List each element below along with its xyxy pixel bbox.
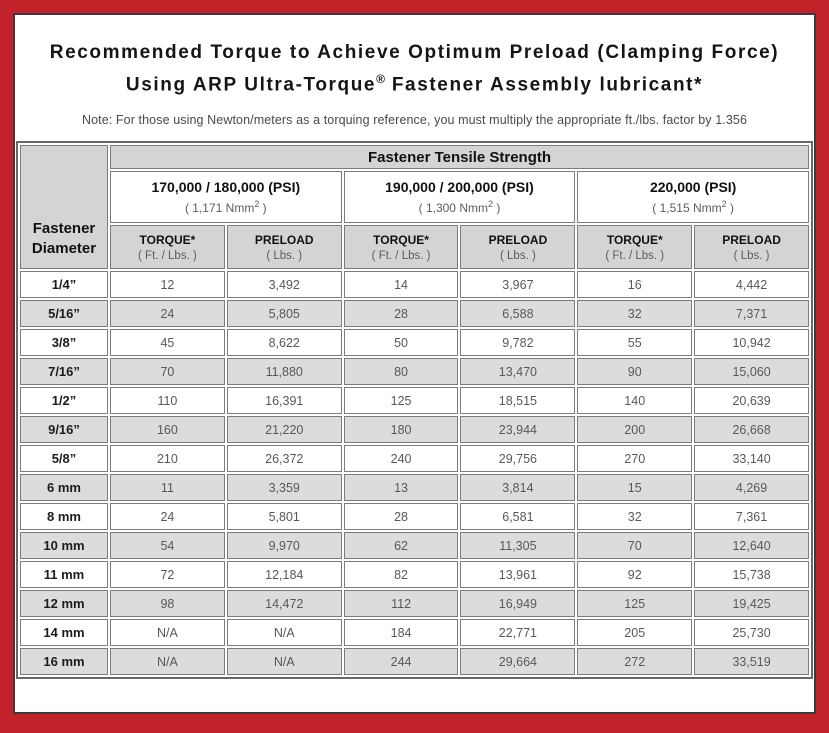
preload-cell: 20,639 [694, 387, 809, 414]
nmm-pre: ( 1,171 Nmm [184, 201, 255, 216]
preload-cell: 22,771 [460, 619, 575, 646]
diameter-cell: 11 mm [20, 561, 108, 588]
torque-cell: 82 [344, 561, 459, 588]
diameter-cell: 8 mm [20, 503, 108, 530]
page-title [25, 39, 804, 98]
preload-cell: 18,515 [460, 387, 575, 414]
torque-cell: 210 [110, 445, 225, 472]
torque-cell: 125 [344, 387, 459, 414]
preload-cell: 15,738 [694, 561, 809, 588]
diameter-cell: 1/2” [20, 387, 108, 414]
preload-header-label: PRELOAD [722, 232, 781, 247]
torque-cell: 70 [110, 358, 225, 385]
preload-cell: 5,805 [227, 300, 342, 327]
psi-label: 170,000 / 180,000 (PSI) [151, 179, 301, 196]
preload-cell: 21,220 [227, 416, 342, 443]
torque-cell: 205 [577, 619, 692, 646]
preload-cell: 4,442 [694, 271, 809, 298]
page-title-line1: Recommended Torque to Achieve Optimum Preload (Clamping Force) [49, 42, 780, 63]
column-header-preload [460, 225, 575, 269]
torque-cell: 32 [577, 300, 692, 327]
nmm-label [578, 199, 808, 215]
table-row [20, 271, 809, 298]
column-header-torque [577, 225, 692, 269]
preload-cell: 6,581 [460, 503, 575, 530]
diameter-cell: 9/16” [20, 416, 108, 443]
preload-cell: 13,470 [460, 358, 575, 385]
torque-cell: 90 [577, 358, 692, 385]
table-row [20, 474, 809, 501]
torque-cell: 112 [344, 590, 459, 617]
nmm-label [345, 199, 575, 215]
preload-header-unit: ( Lbs. ) [500, 249, 536, 262]
torque-cell: 32 [577, 503, 692, 530]
nmm-sup: 2 [487, 199, 493, 210]
torque-cell: 54 [110, 532, 225, 559]
torque-cell: 70 [577, 532, 692, 559]
preload-cell: N/A [227, 648, 342, 675]
preload-cell: 11,305 [460, 532, 575, 559]
diameter-cell: 3/8” [20, 329, 108, 356]
table-row [20, 387, 809, 414]
banner-row [20, 145, 809, 169]
torque-cell: 80 [344, 358, 459, 385]
tensile-strength-banner: Fastener Tensile Strength [110, 145, 809, 169]
torque-cell: 14 [344, 271, 459, 298]
title-line2-pre: Using ARP Ultra-Torque [125, 74, 377, 96]
diameter-cell: 1/4” [20, 271, 108, 298]
preload-cell: 8,622 [227, 329, 342, 356]
preload-header-label: PRELOAD [254, 232, 314, 247]
column-header-torque [110, 225, 225, 269]
preload-header-unit: ( Lbs. ) [266, 249, 303, 262]
preload-cell: 14,472 [227, 590, 342, 617]
table-row [20, 416, 809, 443]
torque-cell: 24 [110, 300, 225, 327]
column-header-torque [344, 225, 459, 269]
preload-cell: 13,961 [460, 561, 575, 588]
torque-header-unit: ( Ft. / Lbs. ) [605, 249, 665, 262]
torque-cell: 28 [344, 503, 459, 530]
psi-group-170-180 [110, 171, 342, 223]
psi-label: 220,000 (PSI) [649, 179, 737, 196]
psi-group-220 [577, 171, 809, 223]
preload-cell: 26,668 [694, 416, 809, 443]
table-row [20, 503, 809, 530]
torque-cell: 110 [110, 387, 225, 414]
diameter-cell: 5/8” [20, 445, 108, 472]
torque-cell: 45 [110, 329, 225, 356]
diameter-cell: 10 mm [20, 532, 108, 559]
preload-cell: 5,801 [227, 503, 342, 530]
preload-cell: 33,140 [694, 445, 809, 472]
table-row [20, 561, 809, 588]
nmm-sup: 2 [254, 199, 260, 210]
diameter-cell: 7/16” [20, 358, 108, 385]
preload-cell: 6,588 [460, 300, 575, 327]
diameter-cell: 12 mm [20, 590, 108, 617]
registered-trademark-symbol: ® [376, 72, 385, 86]
preload-cell: N/A [227, 619, 342, 646]
table-row [20, 532, 809, 559]
nmm-label [111, 199, 341, 215]
psi-label: 190,000 / 200,000 (PSI) [385, 179, 534, 196]
preload-cell: 9,970 [227, 532, 342, 559]
nmm-post: ) [259, 201, 267, 216]
preload-cell: 23,944 [460, 416, 575, 443]
title-line2-post: Fastener Assembly lubricant* [384, 74, 704, 96]
torque-table [16, 141, 813, 679]
torque-cell: 55 [577, 329, 692, 356]
corner-label-line1: Fastener [32, 220, 96, 238]
torque-cell: N/A [110, 648, 225, 675]
content-panel [13, 13, 816, 714]
torque-cell: 184 [344, 619, 459, 646]
corner-label-line2: Diameter [31, 240, 97, 258]
table-body [20, 271, 809, 675]
torque-header-unit: ( Ft. / Lbs. ) [371, 249, 431, 262]
nmm-pre: ( 1,300 Nmm [418, 201, 488, 216]
diameter-cell: 16 mm [20, 648, 108, 675]
preload-cell: 16,949 [460, 590, 575, 617]
torque-cell: 244 [344, 648, 459, 675]
preload-cell: 19,425 [694, 590, 809, 617]
torque-cell: 24 [110, 503, 225, 530]
preload-cell: 25,730 [694, 619, 809, 646]
preload-header-unit: ( Lbs. ) [733, 249, 770, 262]
preload-header-label: PRELOAD [488, 232, 548, 247]
torque-cell: 50 [344, 329, 459, 356]
torque-cell: 13 [344, 474, 459, 501]
table-row [20, 619, 809, 646]
preload-cell: 4,269 [694, 474, 809, 501]
psi-group-row [20, 171, 809, 223]
nmm-sup: 2 [721, 199, 727, 210]
nmm-pre: ( 1,515 Nmm [652, 201, 722, 216]
preload-cell: 11,880 [227, 358, 342, 385]
torque-cell: 200 [577, 416, 692, 443]
torque-header-label: TORQUE* [139, 232, 196, 247]
preload-cell: 10,942 [694, 329, 809, 356]
torque-cell: 12 [110, 271, 225, 298]
diameter-cell: 6 mm [20, 474, 108, 501]
torque-cell: 140 [577, 387, 692, 414]
torque-cell: 98 [110, 590, 225, 617]
table-row [20, 358, 809, 385]
preload-cell: 15,060 [694, 358, 809, 385]
torque-cell: 125 [577, 590, 692, 617]
torque-cell: 11 [110, 474, 225, 501]
torque-cell: 16 [577, 271, 692, 298]
preload-cell: 3,814 [460, 474, 575, 501]
torque-cell: 62 [344, 532, 459, 559]
page-title-line2 [25, 66, 804, 98]
column-header-row [20, 225, 809, 269]
diameter-cell: 5/16” [20, 300, 108, 327]
preload-cell: 16,391 [227, 387, 342, 414]
preload-cell: 3,492 [227, 271, 342, 298]
table-row [20, 445, 809, 472]
preload-cell: 33,519 [694, 648, 809, 675]
preload-cell: 12,184 [227, 561, 342, 588]
column-header-preload [227, 225, 342, 269]
diameter-cell: 14 mm [20, 619, 108, 646]
nmm-post: ) [726, 201, 735, 216]
preload-cell: 7,361 [694, 503, 809, 530]
column-header-preload [694, 225, 809, 269]
table-row [20, 329, 809, 356]
torque-cell: 92 [577, 561, 692, 588]
preload-cell: 7,371 [694, 300, 809, 327]
torque-header-label: TORQUE* [606, 232, 663, 247]
table-row [20, 648, 809, 675]
torque-cell: N/A [110, 619, 225, 646]
preload-cell: 26,372 [227, 445, 342, 472]
torque-cell: 160 [110, 416, 225, 443]
table-row [20, 300, 809, 327]
torque-cell: 270 [577, 445, 692, 472]
torque-cell: 240 [344, 445, 459, 472]
preload-cell: 9,782 [460, 329, 575, 356]
torque-header-unit: ( Ft. / Lbs. ) [138, 249, 197, 262]
torque-cell: 72 [110, 561, 225, 588]
preload-cell: 12,640 [694, 532, 809, 559]
torque-cell: 28 [344, 300, 459, 327]
torque-header-label: TORQUE* [373, 232, 429, 247]
preload-cell: 3,967 [460, 271, 575, 298]
corner-header-fastener-diameter [20, 145, 108, 269]
torque-cell: 272 [577, 648, 692, 675]
preload-cell: 29,756 [460, 445, 575, 472]
torque-cell: 180 [344, 416, 459, 443]
preload-cell: 3,359 [227, 474, 342, 501]
preload-cell: 29,664 [460, 648, 575, 675]
table-row [20, 590, 809, 617]
psi-group-190-200 [344, 171, 576, 223]
title-note: Note: For those using Newton/meters as a torquing reference, you must multiply the appropriate ft./lbs. factor by 1.356 [81, 113, 747, 128]
torque-cell: 15 [577, 474, 692, 501]
nmm-post: ) [493, 201, 501, 216]
